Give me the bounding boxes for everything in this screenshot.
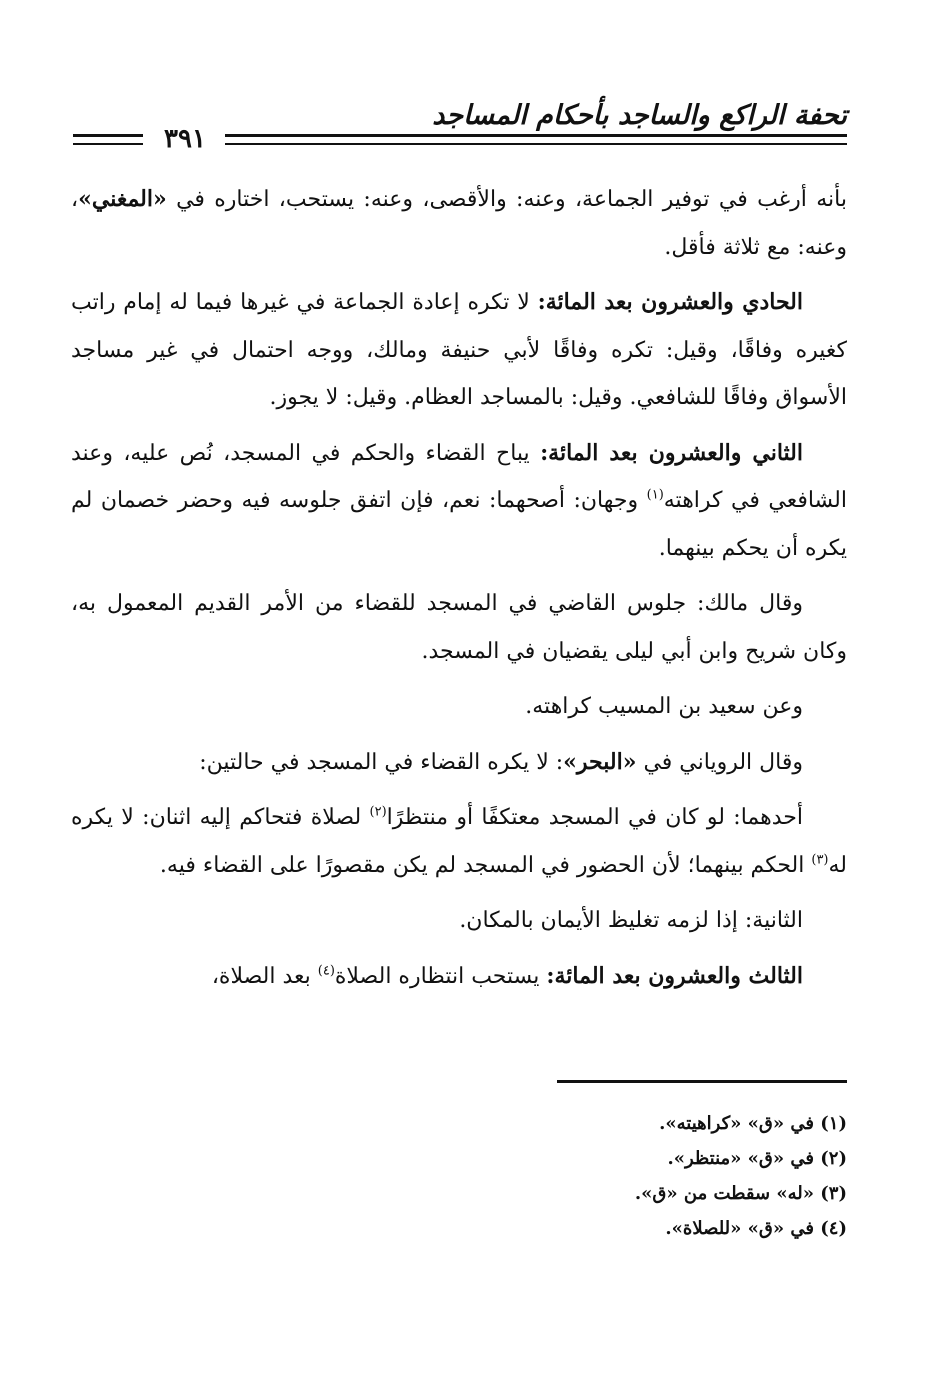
- paragraph-7-text-a: أحدهما: لو كان في المسجد معتكفًا أو منتظرًا: [386, 805, 803, 830]
- footnotes: [67, 1106, 847, 1246]
- paragraph-9-text-b: بعد الصلاة،: [211, 963, 318, 989]
- paragraph-7: [71, 794, 847, 889]
- section-heading-122: الثاني والعشرون بعد المائة:: [540, 439, 803, 466]
- book-title-al-bahr: «البحر»: [563, 748, 637, 775]
- paragraph-9-text-a: يستحب انتظاره الصلاة: [334, 963, 547, 989]
- paragraph-6: [71, 739, 847, 787]
- footnote-separator: [557, 1080, 847, 1083]
- paragraph-9: [71, 953, 847, 1001]
- paragraph-1-text-b: ، وعنه: مع ثلاثة فأقل.: [71, 187, 847, 260]
- paragraph-8-text: الثانية: إذا لزمه تغليظ الأيمان بالمكان.: [459, 908, 803, 933]
- paragraph-3-text-b: وجهان: أصحهما: نعم، فإن اتفق جلوسه فيه وحضر خصمان لم يكره أن يحكم بينهما.: [71, 488, 847, 561]
- header-rule-right-lower: [225, 143, 847, 145]
- header-rule-left-lower: [73, 143, 143, 145]
- footnote-4: (٤) في «ق» «للصلاة».: [665, 1218, 847, 1239]
- section-heading-121: الحادي والعشرون بعد المائة:: [537, 289, 803, 315]
- section-heading-123: الثالث والعشرون بعد المائة:: [546, 962, 803, 989]
- paragraph-3-text-a: يباح القضاء والحكم في المسجد، نُص عليه، وعند الشافعي في كراهته: [71, 440, 847, 513]
- paragraph-2-text: لا تكره إعادة الجماعة في غيرها فيما له إمام راتب كغيره وفاقًا، وقيل: تكره وفاقًا لأبي حنيفة ومالك، ووجه احتمال في غير مساجد الأسواق وفاقًا للشافعي. وقيل: بالمساجد العظام. وقيل: لا يجوز.: [71, 290, 847, 410]
- footnote-ref-3: (٣): [811, 852, 829, 868]
- footnote-3: (٣) «له» سقطت من «ق».: [634, 1183, 847, 1204]
- paragraph-5: [71, 683, 847, 731]
- paragraph-4: [71, 580, 847, 675]
- footnote-2: (٢) في «ق» «منتظر».: [667, 1148, 847, 1169]
- running-title: تحفة الراكع والساجد بأحكام المساجد: [432, 100, 847, 131]
- paragraph-6-text-b: : لا يكره القضاء في المسجد في حالتين:: [199, 749, 564, 775]
- header-rule-right: [225, 134, 847, 137]
- paragraph-4-text: وقال مالك: جلوس القاضي في المسجد للقضاء من الأمر القديم المعمول به، وكان شريح وابن أبي ليلى يقضيان في المسجد.: [71, 591, 847, 664]
- paragraph-7-text-c: الحكم بينهما؛ لأن الحضور في المسجد لم يكن مقصورًا على القضاء فيه.: [159, 852, 812, 878]
- paragraph-8: [71, 897, 847, 945]
- paragraph-2: [71, 279, 847, 422]
- paragraph-1-text-a: بأنه أرغب في توفير الجماعة، وعنه: والأقصى، وعنه: يستحب، اختاره في: [166, 187, 847, 212]
- footnote-ref-1: (١): [646, 487, 664, 503]
- footnote-ref-2: (٢): [369, 804, 387, 820]
- paragraph-6-text-a: وقال الروياني في: [636, 749, 803, 775]
- book-title-al-mughni: «المغني»: [78, 186, 167, 212]
- paragraph-3: [71, 430, 847, 573]
- paragraph-7-text-b: لصلاة فتحاكم إليه اثنان: لا يكره له: [71, 805, 847, 878]
- page-number: ٣٩١: [164, 124, 206, 154]
- header-rule-left: [73, 134, 143, 137]
- paragraph-5-text: وعن سعيد بن المسيب كراهته.: [525, 694, 803, 719]
- footnote-ref-4: (٤): [317, 963, 335, 979]
- main-text: [71, 176, 847, 1008]
- footnote-1: (١) في «ق» «كراهيته».: [659, 1113, 847, 1134]
- paragraph-1: [71, 176, 847, 271]
